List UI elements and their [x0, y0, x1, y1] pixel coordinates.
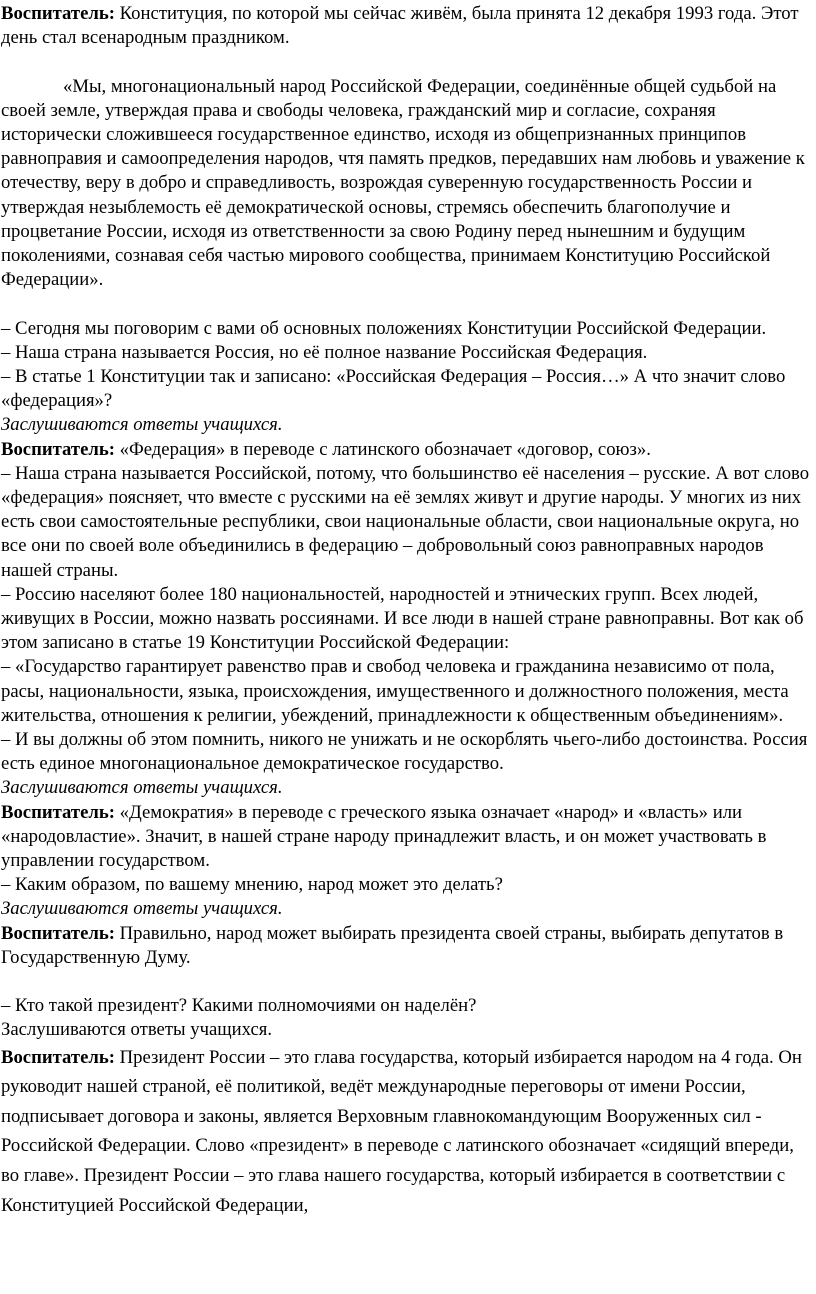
- paragraph: – И вы должны об этом помнить, никого не унижать и не оскорблять чьего-либо достоинства. Россия есть единое многонациональное демократическое государство.: [1, 729, 808, 775]
- preamble-quote: «Мы, многонациональный народ Российской Федерации, соединённые общей судьбой на своей земле, утверждая права и свободы человека, гражданский мир и согласие, сохраняя исторически сложившееся государственное единство, исходя из общепризнанных принципов равноправия и самоопределения народов, чтя память предков, передавших нам любовь и уважение к отечеству, веру в добро и справедливость, возрождая суверенную государственность России и утверждая незыблемость её демократической основы, стремясь обеспечить благополучие и процветание России, исходя из ответственности за свою Родину перед нынешним и будущим поколениями, сознавая себя частью мирового сообщества, принимаем Конституцию Российской Федерации».: [1, 75, 805, 291]
- paragraph: – Сегодня мы поговорим с вами об основных положениях Конституции Российской Федерации.: [1, 317, 767, 339]
- paragraph-text: Правильно, народ может выбирать президента своей страны, выбирать депутатов в Государственную Думу.: [1, 922, 784, 968]
- paragraph-teacher: [1, 922, 816, 970]
- blank-line: [1, 292, 816, 316]
- speaker-label: Воспитатель:: [1, 438, 115, 460]
- stage-direction-plain: Заслушиваются ответы учащихся.: [1, 1019, 273, 1041]
- speaker-label: Воспитатель:: [1, 3, 115, 24]
- paragraph-teacher: [1, 801, 816, 874]
- paragraph-text: Президент России – это глава государства, который избирается народом на 4 года. Он руководит нашей страной, её политикой, ведёт международные переговоры от имени России, подписывает договора и законы, является Верховным главнокомандующим Вооруженных сил - Российской Федерации. Слово «президент» в переводе с латинского обозначает «сидящий впереди, во главе». Президент России – это глава нашего государства, который избирается в соответствии с Конституцией Российской Федерации,: [1, 1046, 802, 1216]
- stage-direction: Заслушиваются ответы учащихся.: [1, 898, 283, 920]
- paragraph: – Россию населяют более 180 национальностей, народностей и этнических групп. Всех людей, живущих в России, можно назвать россиянами. И все люди в нашей стране равноправны. Вот как об этом записано в статье 19 Конституции Российской Федерации:: [1, 583, 804, 654]
- paragraph: – Каким образом, по вашему мнению, народ может это делать?: [1, 874, 503, 896]
- paragraph-teacher: [1, 438, 816, 462]
- paragraph: – Кто такой президент? Какими полномочиями он наделён?: [1, 995, 477, 1017]
- paragraph: – Наша страна называется Россия, но её полное название Российская Федерация.: [1, 341, 648, 363]
- article-quote: – «Государство гарантирует равенство прав и свобод человека и гражданина независимо от пола, расы, национальности, языка, происхождения, имущественного и должностного положения, места жительства, отношения к религии, убеждений, принадлежности к общественным объединениям».: [1, 656, 789, 726]
- paragraph-text: Конституция, по которой мы сейчас живём, была принята 12 декабря 1993 года. Этот день стал всенародным праздником.: [1, 3, 799, 49]
- speaker-label: Воспитатель:: [1, 801, 115, 823]
- stage-direction: Заслушиваются ответы учащихся.: [1, 777, 283, 799]
- paragraph: – Наша страна называется Российской, потому, что большинство её населения – русские. А вот слово «федерация» поясняет, что вместе с русскими на её землях живут и другие народы. У многих из них есть свои самостоятельные республики, свои национальные области, свои национальные округа, но все они по своей воле объединились в федерацию – добровольный союз равноправных народов нашей страны.: [1, 462, 810, 581]
- paragraph: – В статье 1 Конституции так и записано: «Российская Федерация – Россия…» А что значит слово «федерация»?: [1, 366, 786, 412]
- paragraph-text: «Федерация» в переводе с латинского обозначает «договор, союз».: [114, 438, 651, 460]
- paragraph-intro: [1, 2, 816, 50]
- stage-direction: Заслушиваются ответы учащихся.: [1, 414, 283, 436]
- speaker-label: Воспитатель:: [1, 1046, 115, 1068]
- paragraph-teacher: [1, 1043, 816, 1221]
- speaker-label: Воспитатель:: [1, 922, 115, 944]
- blank-line: [1, 50, 816, 74]
- blank-line: [1, 970, 816, 994]
- paragraph-text: «Демократия» в переводе с греческого языка означает «народ» и «власть» или «народовластие». Значит, в нашей стране народу принадлежит власть, и он может участвовать в управлении государством.: [1, 801, 767, 872]
